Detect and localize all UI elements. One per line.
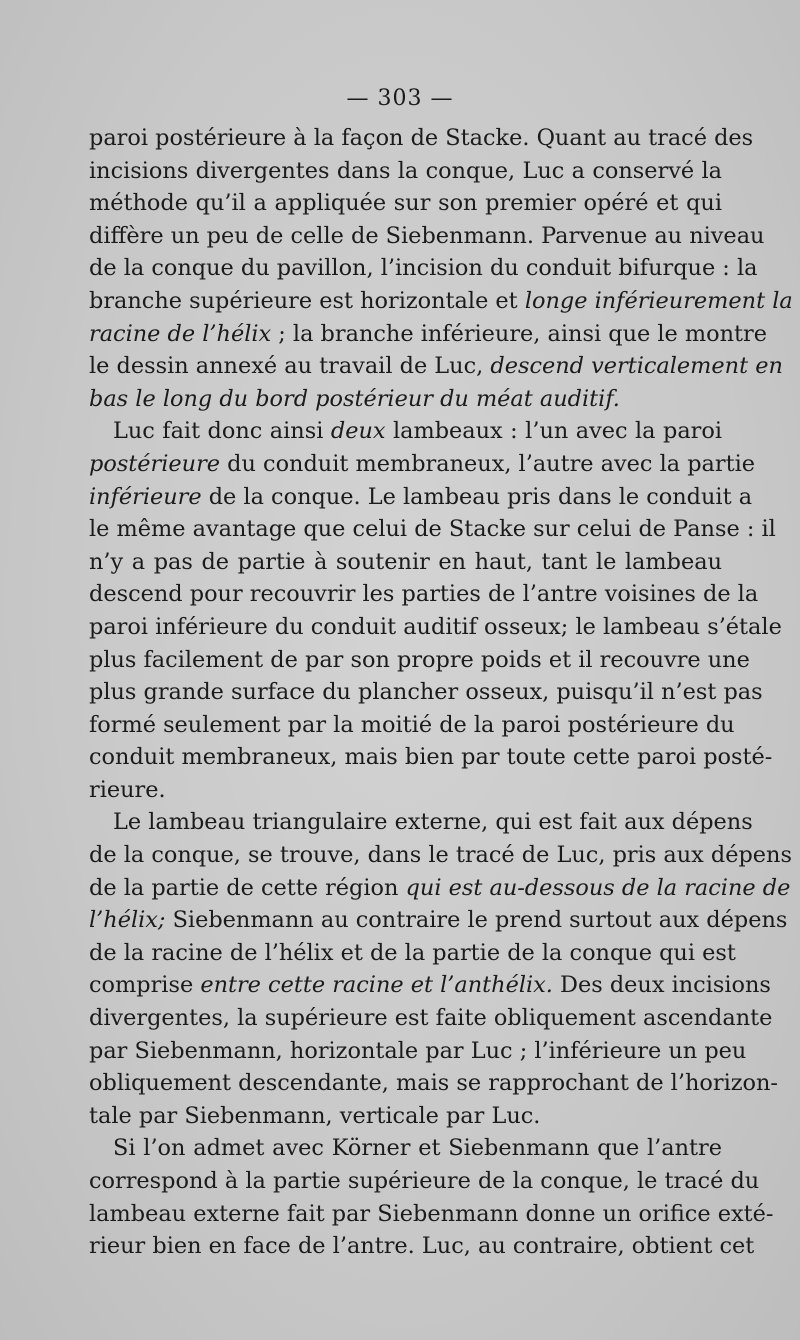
text-run: le dessin annexé au travail de Luc,	[89, 353, 491, 380]
text-line	[89, 383, 722, 416]
text-line	[89, 1132, 722, 1165]
text-run: rieure.	[89, 776, 166, 803]
text-line	[89, 1198, 774, 1231]
text-line	[89, 1100, 722, 1133]
text-line	[89, 448, 756, 481]
text-run: formé seulement par la moitié de la paroi postérieure du	[89, 711, 735, 738]
text-run: n’y a pas de partie à soutenir en haut, tant le lambeau	[89, 548, 722, 575]
text-run: Si l’on admet avec Körner et Siebenmann que l’antre	[113, 1135, 722, 1162]
text-line	[89, 155, 722, 188]
text-line	[89, 872, 791, 905]
page-number: — 303 —	[346, 86, 454, 111]
text-run: paroi inférieure du conduit auditif osseux; le lambeau s’étale	[89, 613, 782, 640]
text-line	[89, 252, 758, 285]
text-run: comprise	[89, 972, 201, 999]
text-run: rieur bien en face de l’antre. Luc, au contraire, obtient cet	[89, 1233, 755, 1260]
text-run: du conduit membraneux, l’autre avec la partie	[220, 450, 756, 477]
text-run: branche supérieure est horizontale et	[89, 287, 525, 314]
text-run: de la partie de cette région	[89, 874, 406, 901]
text-run: Des deux incisions	[552, 972, 771, 999]
text-line	[89, 969, 771, 1002]
text-run: incisions divergentes dans la conque, Luc a conservé la	[89, 157, 722, 184]
italic-run: l’hélix;	[89, 907, 166, 934]
text-line	[89, 578, 759, 611]
text-run: plus grande surface du plancher osseux, puisqu’il n’est pas	[89, 679, 763, 706]
text-run: plus facilement de par son propre poids et il recouvre une	[89, 646, 750, 673]
text-run: obliquement descendante, mais se rapprochant de l’horizon-	[89, 1070, 778, 1097]
text-run: correspond à la partie supérieure de la conque, le tracé du	[89, 1168, 760, 1194]
italic-run: entre cette racine et l’anthélix.	[200, 972, 553, 999]
text-run: de la conque, se trouve, dans le tracé de Luc, pris aux dépens	[89, 842, 792, 869]
text-line	[89, 774, 722, 807]
text-line	[89, 1035, 747, 1068]
paragraph	[89, 415, 782, 806]
body-text	[89, 122, 793, 1263]
text-line	[89, 1002, 773, 1035]
text-run: lambeaux : l’un avec la paroi	[385, 418, 723, 445]
text-line	[89, 513, 776, 546]
text-run: divergentes, la supérieure est faite obliquement ascendante	[89, 1005, 773, 1032]
text-line	[89, 1230, 755, 1263]
italic-run: postérieure	[89, 450, 221, 477]
text-run: lambeau externe fait par Siebenmann donne un orifice exté-	[89, 1200, 774, 1227]
text-run: Siebenmann au contraire le prend surtout aux dépens	[165, 907, 788, 934]
text-line	[89, 1067, 778, 1100]
text-line	[89, 481, 753, 514]
text-run: conduit membraneux, mais bien par toute cette paroi posté-	[89, 744, 773, 771]
text-run: par Siebenmann, horizontale par Luc ; l’inférieure un peu	[89, 1037, 747, 1064]
text-line	[89, 318, 767, 351]
text-run: ; la branche inférieure, ainsi que le montre	[271, 320, 767, 347]
italic-run: longe inférieurement la	[524, 287, 793, 314]
text-run: Le lambeau triangulaire externe, qui est fait aux dépens	[113, 809, 753, 836]
paragraph	[89, 122, 793, 415]
italic-run: deux	[330, 418, 386, 445]
text-line	[89, 350, 783, 383]
text-line	[89, 904, 788, 937]
text-run: paroi postérieure à la façon de Stacke. Quant au tracé des	[89, 125, 754, 151]
text-line	[89, 709, 735, 742]
italic-run: descend verticalement en	[490, 353, 783, 380]
text-line	[89, 415, 722, 448]
text-line	[89, 122, 754, 155]
paragraph	[89, 806, 792, 1132]
italic-run: bas le long du bord postérieur du méat auditif.	[89, 385, 620, 412]
text-line	[89, 187, 722, 220]
italic-run: qui est au-dessous de la racine de	[405, 874, 791, 901]
text-run: méthode qu’il a appliquée sur son premier opéré et qui	[89, 190, 722, 217]
italic-run: racine de l’hélix	[89, 320, 272, 347]
text-line	[89, 285, 793, 318]
text-run: de la conque du pavillon, l’incision du conduit bifurque : la	[89, 255, 758, 282]
text-run: le même avantage que celui de Stacke sur celui de Panse : il	[89, 516, 776, 543]
text-run: Luc fait donc ainsi	[113, 418, 331, 445]
text-run: de la racine de l’hélix et de la partie de la conque qui est	[89, 939, 736, 966]
text-line	[89, 741, 773, 774]
text-line	[89, 937, 736, 970]
italic-run: inférieure	[89, 483, 202, 510]
text-line	[89, 644, 750, 677]
text-line	[89, 546, 722, 579]
text-line	[89, 220, 765, 253]
text-line	[89, 806, 753, 839]
text-run: tale par Siebenmann, verticale par Luc.	[89, 1102, 541, 1129]
text-run: de la conque. Le lambeau pris dans le conduit a	[201, 483, 753, 510]
text-line	[89, 1165, 760, 1198]
text-run: diffère un peu de celle de Siebenmann. Parvenue au niveau	[89, 222, 765, 249]
text-run: descend pour recouvrir les parties de l’antre voisines de la	[89, 581, 759, 608]
text-line	[89, 611, 782, 644]
text-line	[89, 676, 763, 709]
text-line	[89, 839, 792, 872]
paragraph	[89, 1132, 774, 1262]
